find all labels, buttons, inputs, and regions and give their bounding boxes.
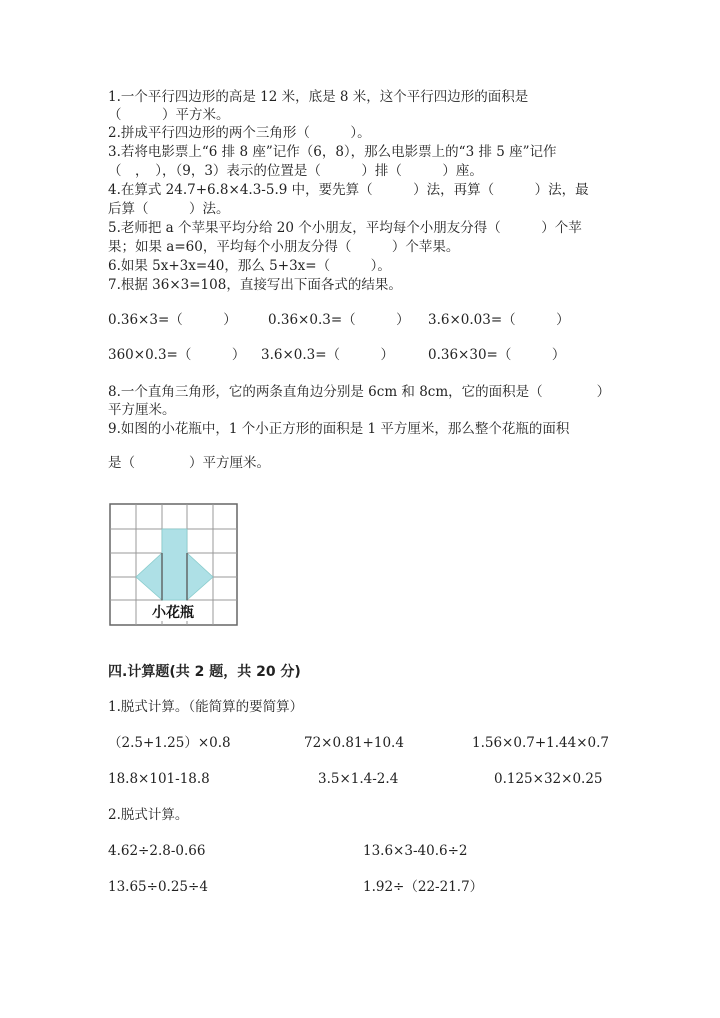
question-4-line-1: 4.在算式 24.7+6.8×4.3-5.9 中，要先算（ ）法，再算（ ）法，最 bbox=[108, 182, 589, 198]
q7-item: 0.36×3=（ ） bbox=[108, 312, 237, 328]
expression: （2.5+1.25）×0.8 bbox=[108, 735, 231, 751]
expression: 13.6×3-40.6÷2 bbox=[363, 843, 468, 859]
expression: 18.8×101-18.8 bbox=[108, 771, 210, 787]
q7-item: 3.6×0.3=（ ） bbox=[261, 347, 395, 363]
question-8-line-1: 8.一个直角三角形，它的两条直角边分别是 6cm 和 8cm，它的面积是（ ） bbox=[108, 384, 611, 400]
question-5-line-2: 果；如果 a=60，平均每个小朋友分得（ ）个苹果。 bbox=[108, 239, 460, 255]
vase-figure bbox=[106, 500, 240, 630]
section-4-heading: 四.计算题(共 2 题，共 20 分) bbox=[108, 664, 301, 680]
figure-label: 小花瓶 bbox=[152, 605, 194, 621]
question-9-line-1: 9.如图的小花瓶中，1 个小正方形的面积是 1 平方厘米，那么整个花瓶的面积 bbox=[108, 421, 570, 437]
expression: 1.92÷（22-21.7） bbox=[363, 879, 484, 895]
expression: 4.62÷2.8-0.66 bbox=[108, 843, 206, 859]
q7-item: 360×0.3=（ ） bbox=[108, 347, 246, 363]
question-5-line-1: 5.老师把 a 个苹果平均分给 20 个小朋友，平均每个小朋友分得（ ）个苹 bbox=[108, 220, 582, 236]
question-8-line-2: 平方厘米。 bbox=[108, 402, 176, 418]
question-2: 2.拼成平行四边形的两个三角形（ ）。 bbox=[108, 125, 371, 141]
q7-item: 0.36×30=（ ） bbox=[428, 347, 566, 363]
expression: 72×0.81+10.4 bbox=[304, 735, 404, 751]
question-9-line-2: 是（ ）平方厘米。 bbox=[108, 455, 270, 471]
q7-item: 3.6×0.03=（ ） bbox=[428, 312, 570, 328]
question-7: 7.根据 36×3=108，直接写出下面各式的结果。 bbox=[108, 277, 402, 293]
question-1-line-1: 1.一个平行四边形的高是 12 米，底是 8 米，这个平行四边形的面积是 bbox=[108, 89, 529, 105]
expression: 3.5×1.4-2.4 bbox=[318, 771, 399, 787]
q7-item: 0.36×0.3=（ ） bbox=[268, 312, 410, 328]
expression: 0.125×32×0.25 bbox=[494, 771, 603, 787]
question-4-line-2: 后算（ ）法。 bbox=[108, 201, 230, 217]
problem-2-title: 2.脱式计算。 bbox=[108, 807, 189, 823]
expression: 13.65÷0.25÷4 bbox=[108, 879, 208, 895]
question-3-line-2: （ ， ），（9，3）表示的位置是（ ）排（ ）座。 bbox=[108, 163, 483, 179]
question-1-line-2: （ ）平方米。 bbox=[108, 107, 230, 123]
problem-1-title: 1.脱式计算。（能简算的要简算） bbox=[108, 699, 304, 715]
question-6: 6.如果 5x+3x=40，那么 5+3x=（ ）。 bbox=[108, 258, 391, 274]
expression: 1.56×0.7+1.44×0.7 bbox=[472, 735, 609, 751]
question-3-line-1: 3.若将电影票上“6 排 8 座”记作（6，8），那么电影票上的“3 排 5 座”记作 bbox=[108, 144, 557, 160]
